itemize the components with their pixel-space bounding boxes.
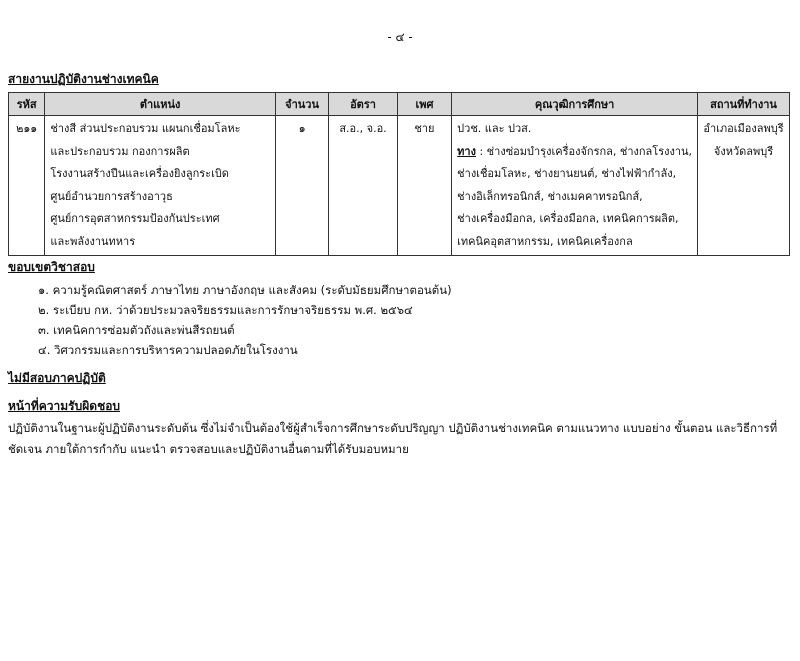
duties-title: หน้าที่ความรับผิดชอบ xyxy=(8,399,121,413)
cell-quantity xyxy=(275,116,328,256)
qualification-label-rest: : ช่างซ่อมบำรุงเครื่องจักรกล, ช่างกลโรงงาน, xyxy=(475,144,693,158)
position-line: ช่างสี ส่วนประกอบรวม แผนกเชื่อมโลหะ xyxy=(50,122,241,135)
header-code: รหัส xyxy=(9,93,45,116)
no-practical-note: ไม่มีสอบภาคปฏิบัติ xyxy=(8,371,106,385)
gender-value: ชาย xyxy=(414,122,435,135)
position-line: และประกอบรวม กองการผลิต xyxy=(50,144,190,158)
cell-position xyxy=(45,116,276,256)
list-item: ๔. วิศวกรรมและการบริหารความปลอดภัยในโรงงาน xyxy=(38,343,298,357)
position-line: และพลังงานทหาร xyxy=(50,234,136,248)
page-number: - ๔ - xyxy=(387,30,413,44)
list-item: ๓. เทคนิคการซ่อมตัวถังและพ่นสีรถยนต์ xyxy=(38,323,235,337)
position-line: ศูนย์อำนวยการสร้างอาวุธ xyxy=(50,189,173,203)
qualification-label: ทาง xyxy=(457,144,476,158)
workplace-line: จังหวัดลพบุรี xyxy=(713,144,774,158)
cell-workplace xyxy=(698,116,790,256)
workplace-line: อำเภอเมืองลพบุรี xyxy=(703,122,784,135)
qualification-line: ช่างเครื่องมือกล, เครื่องมือกล, เทคนิคการผลิต, xyxy=(457,212,679,225)
list-item: ๒. ระเบียบ กห. ว่าด้วยประมวลจริยธรรมและการรักษาจริยธรรม พ.ศ. ๒๕๖๔ xyxy=(38,303,413,317)
section-title: สายงานปฏิบัติงานช่างเทคนิค xyxy=(8,72,159,86)
rate-value: ส.อ., จ.อ. xyxy=(339,122,387,135)
cell-qualification xyxy=(452,116,698,256)
qualification-line: ช่างอิเล็กทรอนิกส์, ช่างเมคคาทรอนิกส์, xyxy=(457,189,643,203)
cell-code xyxy=(9,116,45,256)
header-position: ตำแหน่ง xyxy=(45,93,276,116)
qualification-line: เทคนิคอุตสาหกรรม, เทคนิคเครื่องกล xyxy=(457,234,633,248)
job-table xyxy=(8,92,790,256)
qualification-line: ปวช. และ ปวส. xyxy=(457,122,532,135)
cell-gender xyxy=(397,116,451,256)
quantity-value: ๑ xyxy=(298,122,306,135)
cell-rate xyxy=(329,116,397,256)
header-gender: เพศ xyxy=(397,93,451,116)
code-value: ๒๑๑ xyxy=(16,122,38,135)
exam-scope-list xyxy=(38,280,452,360)
duties-text: ปฏิบัติงานในฐานะผู้ปฏิบัติงานระดับต้น ซึ่งไม่จำเป็นต้องใช้ผู้สำเร็จการศึกษาระดับปริญญา ปฏิบัติงานช่างเทคนิค ตามแนวทาง แบบอย่าง ขั้นตอน และวิธีการที่ชัดเจน ภายใต้การกำกับ แนะนำ ตรวจสอบและปฏิบัติงานอื่นตามที่ได้รับมอบหมาย xyxy=(8,421,778,456)
header-workplace: สถานที่ทำงาน xyxy=(698,93,790,116)
header-rate: อัตรา xyxy=(329,93,397,116)
table-header-row xyxy=(9,93,790,116)
exam-scope-title: ขอบเขตวิชาสอบ xyxy=(8,260,95,274)
table-row xyxy=(9,116,790,256)
position-line: โรงงานสร้างปืนและเครื่องยิงลูกระเบิด xyxy=(50,167,229,180)
position-line: ศูนย์การอุตสาหกรรมป้องกันประเทศ xyxy=(50,212,220,225)
header-qualification: คุณวุฒิการศึกษา xyxy=(452,93,698,116)
header-quantity: จำนวน xyxy=(275,93,328,116)
qualification-line: ช่างเชื่อมโลหะ, ช่างยานยนต์, ช่างไฟฟ้ากำลัง, xyxy=(457,167,677,180)
list-item: ๑. ความรู้คณิตศาสตร์ ภาษาไทย ภาษาอังกฤษ และสังคม (ระดับมัธยมศึกษาตอนต้น) xyxy=(38,283,452,297)
qualification-line xyxy=(457,141,692,164)
